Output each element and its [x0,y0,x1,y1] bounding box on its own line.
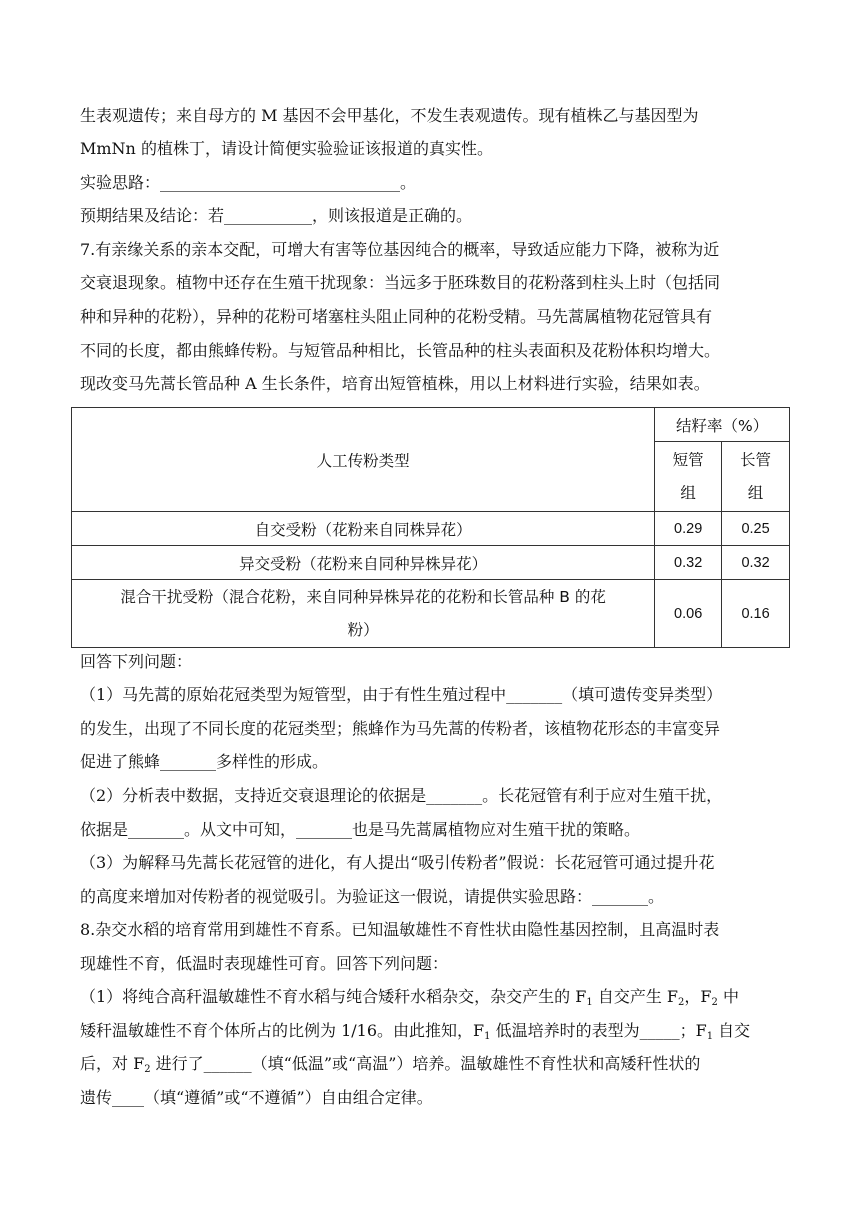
subquestion-3-line: （3）为解释马先蒿长花冠管的进化，有人提出“吸引传粉者”假说：长花冠管可通过提升花 [80,853,715,872]
subquestion-1-line: （1）马先蒿的原始花冠类型为短管型，由于有性生殖过程中_______（填可遗传变异类型） [80,685,723,704]
answer-prompt: 回答下列问题： [80,652,193,671]
text-run: （1）将纯合高秆温敏雄性不育水稻与纯合矮秆水稻杂交，杂交产生的 F [80,987,587,1006]
subscript: 1 [484,1031,491,1042]
paragraph-line: 依据是_______。从文中可知，_______也是马先蒿属植物应对生殖干扰的策略。 [80,820,641,839]
paragraph-line: 生表观遗传；来自母方的 M 基因不会甲基化，不发生表观遗传。现有植株乙与基因型为 [80,106,699,125]
paragraph-line: 促进了熊蜂_______多样性的形成。 [80,752,329,771]
text-run: 后，对 F [80,1054,145,1073]
row-label-cell: 自交受粉（花粉来自同株异花） [72,512,655,546]
subscript: 2 [144,1064,151,1075]
subquestion-8-1-line [80,987,739,1007]
text-run: 自交产生 F [592,987,679,1006]
subscript: 2 [711,997,718,1008]
text-run: 矮秆温敏雄性不育个体所占的比例为 1/16。由此推知，F [80,1021,485,1040]
subscript: 1 [586,997,593,1008]
table-row [72,512,790,546]
question-8-line: 8.杂交水稻的培育常用到雄性不育系。已知温敏雄性不育性状由隐性基因控制，且高温时表 [80,920,720,939]
text-run: 自交 [713,1021,751,1040]
paragraph-line: 现雄性不育，低温时表现雄性可育。回答下列问题： [80,954,449,973]
short-value-cell: 0.06 [655,580,722,648]
header-short-line1: 短管 [672,450,704,469]
text-run: ，F [684,987,712,1006]
long-value-cell: 0.16 [722,580,790,648]
paragraph-line: 遗传____（填“遵循”或“不遵循”）自由组合定律。 [80,1088,433,1107]
header-short-line2: 组 [680,483,696,502]
paragraph-line: 种和异种的花粉），异种的花粉可堵塞柱头阻止同种的花粉受精。马先蒿属植物花冠管具有 [80,307,713,326]
paragraph-line: 的发生，出现了不同长度的花冠类型；熊蜂作为马先蒿的传粉者，该植物花形态的丰富变异 [80,719,721,738]
header-rate-cell: 结籽率（%） [655,408,790,442]
short-value-cell: 0.32 [655,546,722,580]
expected-result-line: 预期结果及结论：若___________，则该报道是正确的。 [80,206,473,225]
results-table [71,407,790,648]
long-value-cell: 0.25 [722,512,790,546]
subquestion-2-line: （2）分析表中数据，支持近交衰退理论的依据是_______。长花冠管有利于应对生殖干扰， [80,786,723,805]
subscript: 1 [706,1031,714,1042]
paragraph-line: MmNn 的植株丁，请设计简便实验验证该报道的真实性。 [80,139,493,158]
header-type-cell: 人工传粉类型 [72,408,655,512]
paragraph-line: 的高度来增加对传粉者的视觉吸引。为验证这一假说，请提供实验思路：_______。 [80,887,665,906]
row-label-cell [72,580,655,648]
header-long-line1: 长管 [740,450,772,469]
text-run: 进行了______（填“低温”或“高温”）培养。温敏雄性不育性状和高矮秆性状的 [150,1054,701,1073]
short-value-cell: 0.29 [655,512,722,546]
paragraph-line: 交衰退现象。植物中还存在生殖干扰现象：当远多于胚珠数目的花粉落到柱头上时（包括同 [80,273,721,292]
subscript: 2 [678,997,685,1008]
paragraph-line: 不同的长度，都由熊蜂传粉。与短管品种相比，长管品种的柱头表面积及花粉体积均增大。 [80,341,721,360]
text-run: 低温培养时的表型为_____；F [490,1021,707,1040]
header-long-cell [722,442,790,512]
paragraph-line [80,1054,700,1074]
header-long-line2: 组 [747,483,764,502]
question-7-line: 7.有亲缘关系的亲本交配，可增大有害等位基因纯合的概率，导致适应能力下降，被称为近 [80,240,720,259]
row-label-line1: 混合干扰受粉（混合花粉，来自同种异株异花的花粉和长管品种 B 的花 [120,587,606,606]
row-label-cell: 异交受粉（花粉来自同种异株异花） [72,546,655,580]
table-row [72,580,790,648]
paragraph-line [80,1021,750,1041]
text-run: 中 [717,987,739,1006]
paragraph-line: 现改变马先蒿长管品种 A 生长条件，培育出短管植株，用以上材料进行实验，结果如表。 [80,374,710,393]
row-label-line2: 粉） [347,620,379,639]
experiment-idea-line: 实验思路：______________________________。 [80,173,417,192]
long-value-cell: 0.32 [722,546,790,580]
table-row [72,546,790,580]
header-short-cell [655,442,722,512]
